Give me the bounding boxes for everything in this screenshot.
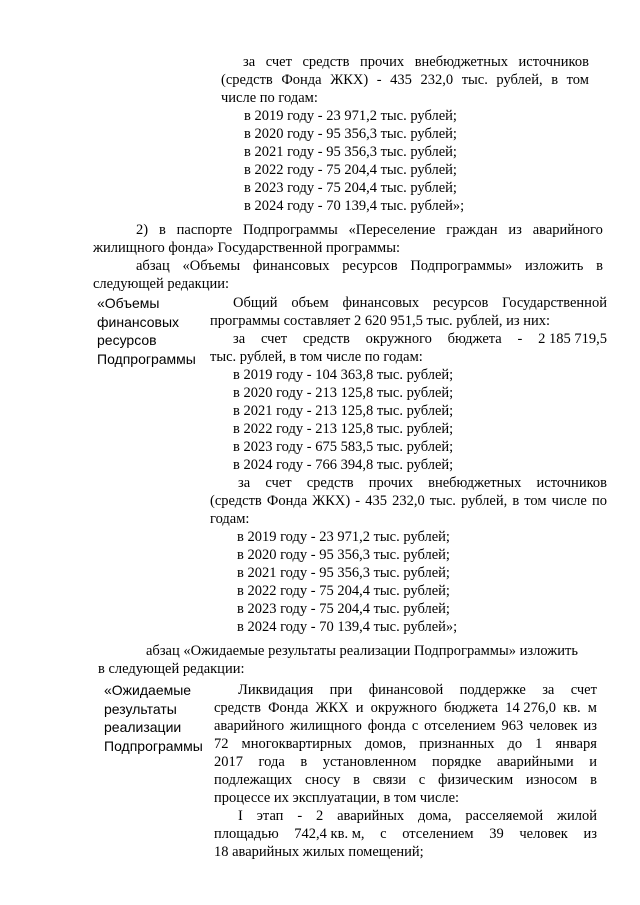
- text-line: следующей редакции:: [93, 276, 230, 292]
- text-line: годам:: [210, 511, 250, 527]
- word: окружного: [365, 331, 432, 347]
- year-line: в 2022 году - 75 204,4 тыс. рублей;: [237, 583, 450, 599]
- text-line: программы составляет 2 620 951,5 тыс. рублей, из них:: [210, 313, 550, 329]
- word: Фонда: [268, 700, 309, 716]
- word: средств: [302, 331, 350, 347]
- word: Общий: [233, 295, 278, 311]
- word: паспорте: [176, 222, 233, 238]
- word: за: [542, 682, 555, 698]
- year-line: в 2023 году - 675 583,5 тыс. рублей;: [233, 439, 454, 455]
- year-line: в 2024 году - 70 139,4 тыс. рублей»;: [237, 619, 458, 635]
- word: за: [243, 54, 256, 70]
- word: ресурсов: [342, 258, 398, 274]
- row-label-volumes: [97, 294, 196, 368]
- year-line: в 2024 году - 766 394,8 тыс. рублей;: [233, 457, 454, 473]
- word: многоквартирных: [241, 736, 352, 752]
- word: 1: [535, 736, 543, 752]
- word: Ликвидация: [238, 682, 314, 698]
- text-line: [136, 221, 603, 239]
- word: Фонда: [266, 493, 308, 509]
- word: порядке: [431, 754, 482, 770]
- word: из: [583, 826, 597, 842]
- word: 232,0: [392, 493, 425, 509]
- text-line: [233, 294, 607, 312]
- word: источников: [536, 475, 607, 491]
- word: том: [566, 72, 589, 88]
- word: финансовых: [342, 295, 420, 311]
- word: источников: [518, 54, 589, 70]
- year-line: в 2022 году - 213 125,8 тыс. рублей;: [233, 421, 454, 437]
- text-line: тыс. рублей, в том числе по годам:: [210, 349, 423, 365]
- word: «Переселение: [348, 222, 436, 238]
- text-line: [238, 681, 597, 699]
- word: сносу: [305, 772, 341, 788]
- label-line: Подпрограммы: [97, 350, 196, 367]
- word: в: [596, 258, 603, 274]
- word: в: [158, 222, 166, 238]
- word: установленном: [322, 754, 417, 770]
- word: 742,4 кв. м,: [294, 826, 365, 842]
- word: рублей,: [496, 72, 543, 88]
- text-line: [214, 771, 597, 789]
- word: года: [258, 754, 285, 770]
- word: прочих: [368, 475, 413, 491]
- word: внебюджетных: [414, 54, 508, 70]
- word: аварийных: [337, 808, 405, 824]
- word: 232,0: [420, 72, 454, 88]
- word: аварийного: [214, 718, 285, 734]
- word: за: [233, 331, 246, 347]
- word: Подпрограммы»: [410, 258, 513, 274]
- text-line: [210, 492, 607, 510]
- word: из: [583, 718, 597, 734]
- word: до: [507, 736, 523, 752]
- word: финансовых: [252, 258, 330, 274]
- word: из: [508, 222, 522, 238]
- text-line: [243, 53, 589, 71]
- row-label-results: [104, 681, 203, 755]
- label-line: реализации: [104, 719, 182, 735]
- word: -: [355, 493, 361, 509]
- text-line: [214, 699, 597, 717]
- word: связи: [372, 772, 406, 788]
- word: фонда: [367, 718, 406, 734]
- text-line: [238, 474, 607, 492]
- label-line: «Ожидаемые: [104, 682, 192, 698]
- label-line: Подпрограммы: [104, 737, 203, 754]
- word: с: [418, 772, 426, 788]
- word: счет: [570, 682, 597, 698]
- word: числе: [551, 493, 587, 509]
- word: человек: [529, 718, 578, 734]
- word: с: [380, 826, 387, 842]
- word: (средств: [210, 493, 262, 509]
- word: жилой: [556, 808, 597, 824]
- word: 435: [390, 72, 412, 88]
- word: средств: [302, 54, 350, 70]
- word: I: [238, 808, 243, 824]
- word: счет: [260, 331, 288, 347]
- word: ресурсов: [432, 295, 489, 311]
- text-line: [221, 71, 589, 89]
- word: с: [411, 718, 419, 734]
- text-line: числе по годам:: [221, 90, 318, 106]
- text-line: абзац «Ожидаемые результаты реализации Подпрограммы» изложить: [146, 643, 578, 659]
- text-line: [238, 807, 597, 825]
- text-line: [214, 717, 597, 735]
- year-line: в 2021 году - 95 356,3 тыс. рублей;: [237, 565, 450, 581]
- word: января: [555, 736, 597, 752]
- word: этап: [256, 808, 284, 824]
- label-line: результаты: [104, 700, 177, 717]
- text-line: [136, 257, 603, 275]
- word: признанных: [419, 736, 495, 752]
- word: подлежащих: [214, 772, 293, 788]
- year-line: в 2020 году - 213 125,8 тыс. рублей;: [233, 385, 454, 401]
- year-line: в 2022 году - 75 204,4 тыс. рублей;: [244, 162, 457, 178]
- word: 72: [214, 736, 229, 752]
- word: Фонда: [281, 72, 322, 88]
- word: внебюджетных: [428, 475, 522, 491]
- text-line: [214, 753, 597, 771]
- word: жилищного: [290, 718, 362, 734]
- word: -: [297, 808, 303, 824]
- word: бюджета: [444, 700, 499, 716]
- word: (средств: [221, 72, 273, 88]
- word: -: [376, 72, 382, 88]
- word: в: [300, 754, 308, 770]
- word: том: [524, 493, 547, 509]
- word: счет: [265, 54, 292, 70]
- word: граждан: [446, 222, 498, 238]
- text-line: [214, 825, 597, 843]
- label-line: «Объемы: [97, 295, 160, 311]
- word: поддержке: [459, 682, 526, 698]
- word: физическим: [437, 772, 514, 788]
- word: ЖКХ): [312, 493, 351, 509]
- word: 2): [136, 222, 149, 238]
- word: счет: [265, 475, 292, 491]
- word: «Объемы: [182, 258, 241, 274]
- text-line: процессе их эксплуатации, в том числе:: [214, 790, 460, 806]
- word: площадью: [214, 826, 279, 842]
- word: и: [589, 754, 597, 770]
- word: кв.: [563, 700, 581, 716]
- label-line: ресурсов: [97, 332, 157, 348]
- word: окружного: [370, 700, 437, 716]
- word: средств: [214, 700, 261, 716]
- word: отселением: [424, 718, 496, 734]
- word: 14 276,0: [505, 700, 556, 716]
- word: по: [591, 493, 607, 509]
- word: объем: [291, 295, 329, 311]
- word: 2017: [214, 754, 243, 770]
- word: аварийного: [532, 222, 603, 238]
- word: бюджета: [447, 331, 502, 347]
- word: тыс.: [461, 72, 488, 88]
- word: 435: [365, 493, 387, 509]
- word: Подпрограммы: [243, 222, 338, 238]
- word: абзац: [136, 258, 170, 274]
- word: изложить: [524, 258, 584, 274]
- year-line: в 2019 году - 23 971,2 тыс. рублей;: [244, 108, 457, 124]
- word: рублей,: [461, 493, 508, 509]
- word: 963: [501, 718, 524, 734]
- year-line: в 2019 году - 104 363,8 тыс. рублей;: [233, 367, 454, 383]
- word: дома,: [418, 808, 452, 824]
- word: отселением: [402, 826, 474, 842]
- word: в: [590, 772, 597, 788]
- word: прочих: [359, 54, 405, 70]
- year-line: в 2020 году - 95 356,3 тыс. рублей;: [237, 547, 450, 563]
- word: расселяемой: [465, 808, 544, 824]
- year-line: в 2023 году - 75 204,4 тыс. рублей;: [244, 180, 457, 196]
- text-line: в следующей редакции:: [98, 661, 245, 677]
- year-line: в 2023 году - 75 204,4 тыс. рублей;: [237, 601, 450, 617]
- word: человек: [519, 826, 568, 842]
- word: 39: [489, 826, 504, 842]
- text-line: 18 аварийных жилых помещений;: [214, 844, 424, 860]
- word: в: [551, 72, 559, 88]
- text-line: жилищного фонда» Государственной программы:: [93, 240, 401, 256]
- year-line: в 2024 году - 70 139,4 тыс. рублей»;: [244, 198, 465, 214]
- year-line: в 2021 году - 95 356,3 тыс. рублей;: [244, 144, 457, 160]
- text-line: [214, 735, 597, 753]
- label-line: финансовых: [97, 313, 180, 330]
- word: 2: [316, 808, 324, 824]
- word: ЖКХ: [315, 700, 349, 716]
- word: ЖКХ): [330, 72, 369, 88]
- year-line: в 2019 году - 23 971,2 тыс. рублей;: [237, 529, 450, 545]
- word: м: [587, 700, 597, 716]
- word: -: [517, 331, 523, 347]
- word: 2 185 719,5: [538, 331, 607, 347]
- word: за: [238, 475, 251, 491]
- word: Государственной: [502, 295, 607, 311]
- year-line: в 2021 году - 213 125,8 тыс. рублей;: [233, 403, 454, 419]
- word: тыс.: [429, 493, 456, 509]
- word: в: [512, 493, 520, 509]
- word: финансовой: [368, 682, 444, 698]
- text-line: [233, 330, 607, 348]
- year-line: в 2020 году - 95 356,3 тыс. рублей;: [244, 126, 457, 142]
- word: при: [329, 682, 353, 698]
- word: износом: [525, 772, 578, 788]
- word: средств: [306, 475, 354, 491]
- word: в: [353, 772, 360, 788]
- word: домов,: [364, 736, 407, 752]
- word: аварийными: [496, 754, 574, 770]
- word: и: [355, 700, 364, 716]
